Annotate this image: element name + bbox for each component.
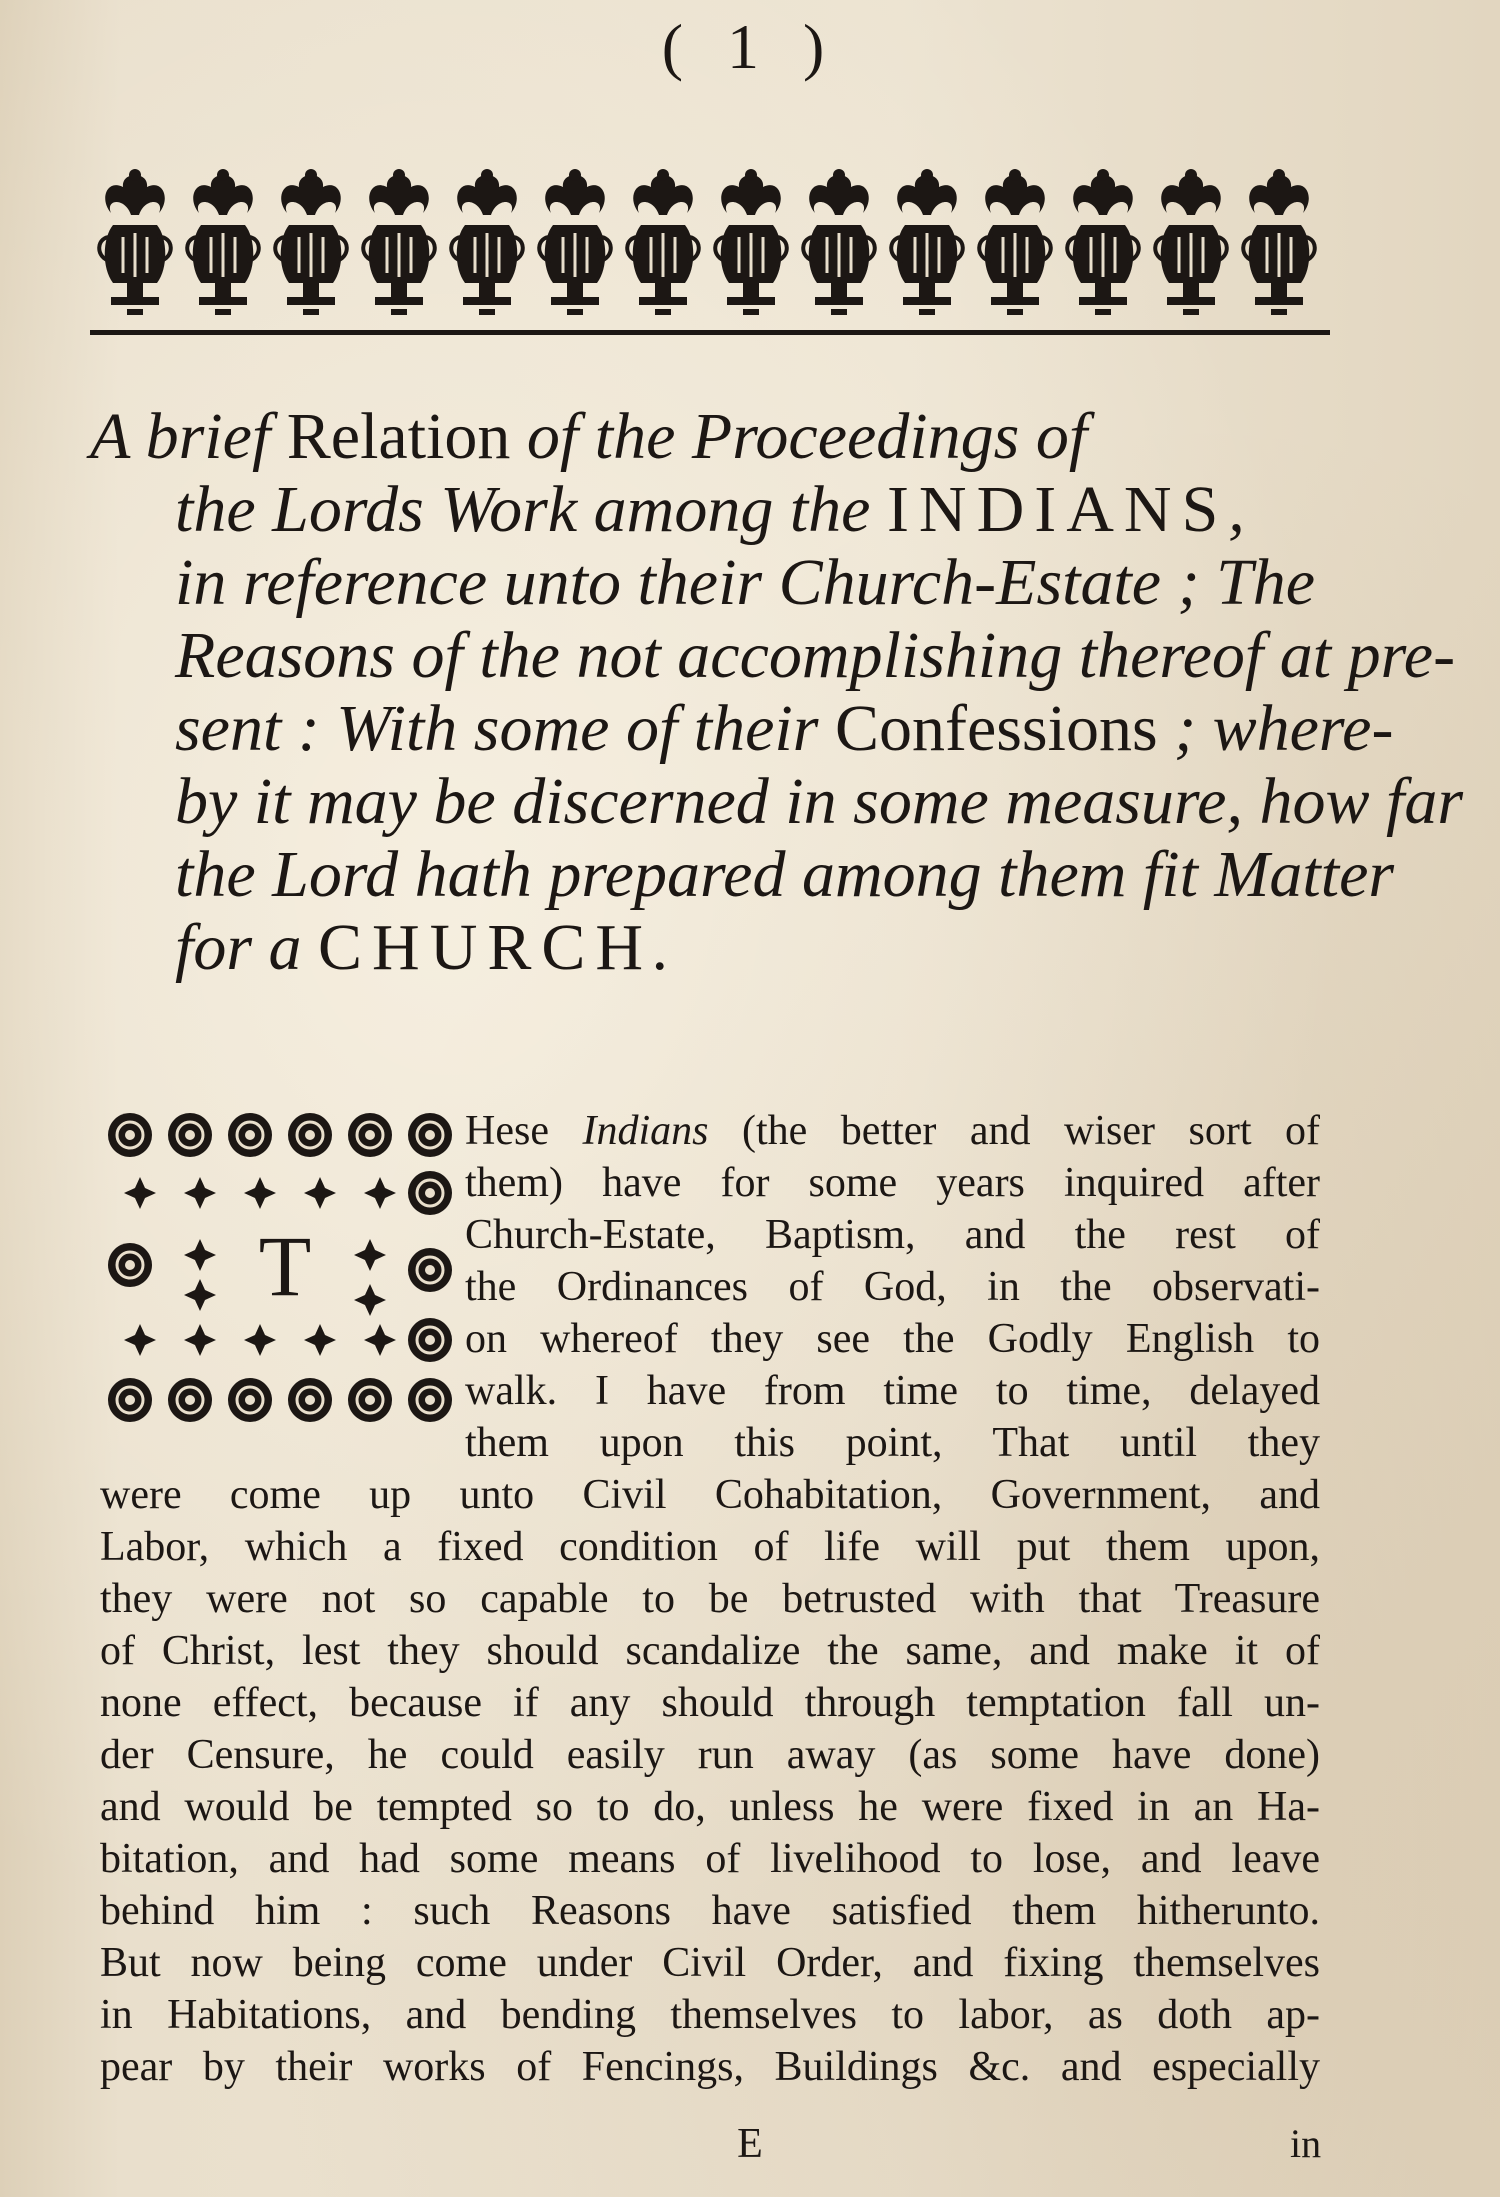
title-line-1: A brief Relation of the Proceedings of bbox=[90, 400, 1088, 473]
body-line: none effect, because if any should through temptation fall un- bbox=[100, 1680, 1320, 1726]
title-line-7: the Lord hath prepared among them fit Matter bbox=[175, 838, 1395, 911]
body-line: Hese Indians (the better and wiser sort of bbox=[465, 1108, 1321, 1154]
body-paragraph bbox=[100, 1469, 1320, 2093]
title-line-4: Reasons of the not accomplishing thereof at pre- bbox=[175, 619, 1456, 692]
body-line: Labor, which a fixed condition of life will put them upon, bbox=[100, 1524, 1320, 1570]
title-line-8: for a CHURCH. bbox=[175, 911, 670, 984]
catchword: in bbox=[1290, 2121, 1322, 2166]
signature-mark: E bbox=[737, 2121, 763, 2167]
initial-letter: T bbox=[258, 1218, 312, 1314]
relation-title bbox=[90, 400, 1463, 984]
body-line: they were not so capable to be betrusted with that Treasure bbox=[100, 1576, 1320, 1622]
body-line: were come up unto Civil Cohabitation, Government, and bbox=[100, 1472, 1320, 1518]
floral-vase-ornament-band-icon bbox=[90, 150, 1330, 340]
title-line-5: sent : With some of their Confessions ; where- bbox=[175, 692, 1394, 765]
page-number: ( 1 ) bbox=[661, 11, 839, 82]
body-line: But now being come under Civil Order, and fixing themselves bbox=[100, 1940, 1320, 1986]
body-line: Church-Estate, Baptism, and the rest of bbox=[465, 1212, 1320, 1258]
title-line-3: in reference unto their Church-Estate ; The bbox=[175, 546, 1316, 619]
body-line: bitation, and had some means of livelihood to lose, and leave bbox=[100, 1836, 1320, 1882]
body-line: them) have for some years inquired after bbox=[465, 1160, 1320, 1206]
body-paragraph-beside-initial bbox=[465, 1105, 1320, 1469]
body-line: on whereof they see the Godly English to bbox=[465, 1316, 1320, 1362]
body-line: the Ordinances of God, in the observati- bbox=[465, 1264, 1320, 1310]
body-line: of Christ, lest they should scandalize the same, and make it of bbox=[100, 1628, 1320, 1674]
decorated-initial bbox=[100, 1105, 465, 1435]
body-line: behind him : such Reasons have satisfied them hitherunto. bbox=[100, 1888, 1320, 1934]
body-line: der Censure, he could easily run away (as some have done) bbox=[100, 1732, 1320, 1778]
title-line-2: the Lords Work among the INDIANS, bbox=[175, 473, 1245, 546]
body-line: them upon this point, That until they bbox=[465, 1420, 1320, 1466]
title-line-6: by it may be discerned in some measure, how far bbox=[175, 765, 1463, 838]
body-line: and would be tempted so to do, unless he were fixed in an Ha- bbox=[100, 1784, 1320, 1830]
body-line: walk. I have from time to time, delayed bbox=[465, 1368, 1320, 1414]
body-line: in Habitations, and bending themselves to labor, as doth ap- bbox=[100, 1992, 1320, 2038]
body-line: pear by their works of Fencings, Buildings &c. and especially bbox=[100, 2044, 1320, 2090]
